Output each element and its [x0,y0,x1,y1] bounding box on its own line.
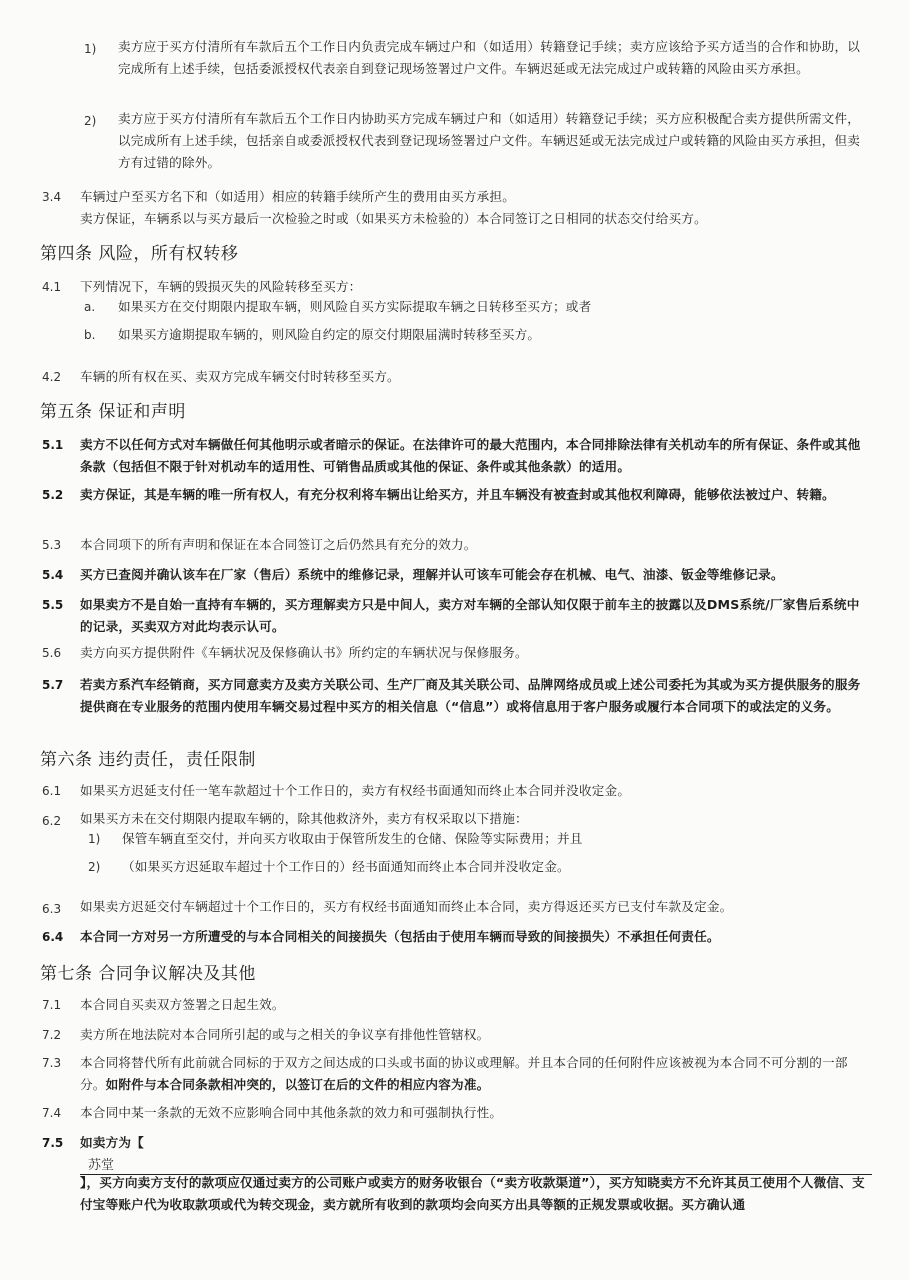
clause-6-2-item-1: 保管车辆直至交付，并向买方收取由于保管所发生的仓储、保险等实际费用；并且 [122,831,583,846]
item-number: 2) [88,860,101,874]
clause-5-2: 卖方保证，其是车辆的唯一所有权人，有充分权利将车辆出让给买方，并且车辆没有被查封或其他权利障碍，能够依法被过户、转籍。 [80,487,835,502]
clause-7-5-lead: 如卖方为【 [80,1135,144,1150]
clause-number: 6.4 [42,930,64,944]
clause-number: 3.4 [42,190,62,204]
clause-7-5: 】，买方向卖方支付的款项应仅通过卖方的公司账户或卖方的财务收银台（“卖方收款渠道”），买方知晓卖方不允许其员工使用个人微信、支付宝等账户代为收取款项或代为转交现金，卖方就所有收到的款项均会向买方出具等额的正规发票或收据。买方确认通 [80,1175,865,1212]
clause-6-4: 本合同一方对另一方所遭受的与本合同相关的间接损失（包括由于使用车辆而导致的间接损失）不承担任何责任。 [80,929,720,944]
clause-number: 7.1 [42,998,62,1012]
clause-number: 5.2 [42,488,64,502]
clause-3-3-item-2: 卖方应于买方付清所有车款后五个工作日内协助买方完成车辆过户和（如适用）转籍登记手续；买方应积极配合卖方提供所需文件，以完成所有上述手续，包括亲自或委派授权代表到登记现场签署过户文件。车辆迟延或无法完成过户或转籍的风险由买方承担，但卖方有过错的除外。 [118,111,861,170]
clause-number: 7.3 [42,1056,62,1070]
clause-5-7: 若卖方系汽车经销商，买方同意卖方及卖方关联公司、生产厂商及其关联公司、品牌网络成员或上述公司委托为其或为买方提供服务的服务提供商在专业服务的范围内使用车辆交易过程中买方的相关信息（“信息”）或将信息用于客户服务或履行本合同项下的或法定的义务。 [80,677,861,714]
clause-number: 5.4 [42,568,64,582]
item-number: 1) [84,42,97,56]
item-letter: a. [84,300,96,314]
clause-4-1: 下列情况下，车辆的毁损灭失的风险转移至买方： [80,279,362,294]
article-6-heading: 第六条 违约责任，责任限制 [40,750,256,770]
clause-4-1-a: 如果买方在交付期限内提取车辆，则风险自买方实际提取车辆之日转移至买方；或者 [118,299,592,314]
clause-7-4: 本合同中某一条款的无效不应影响合同中其他条款的效力和可强制执行性。 [80,1105,503,1120]
item-number: 2) [84,114,97,128]
clause-number: 5.1 [42,438,64,452]
clause-4-2: 车辆的所有权在买、卖双方完成车辆交付时转移至买方。 [80,369,400,384]
clause-number: 5.5 [42,598,64,612]
clause-7-1: 本合同自买卖双方签署之日起生效。 [80,997,285,1012]
clause-6-1: 如果买方迟延支付任一笔车款超过十个工作日的，卖方有权经书面通知而终止本合同并没收定金。 [80,783,631,798]
clause-number: 6.1 [42,784,62,798]
clause-7-3 [80,1052,872,1096]
clause-6-3: 如果卖方迟延交付车辆超过十个工作日的，买方有权经书面通知而终止本合同，卖方得返还买方已支付车款及定金。 [80,899,733,914]
clause-5-1: 卖方不以任何方式对车辆做任何其他明示或者暗示的保证。在法律许可的最大范围内，本合同排除法律有关机动车的所有保证、条件或其他条款（包括但不限于针对机动车的适用性、可销售品质或其他的保证、条件或其他条款）的适用。 [80,437,861,474]
clause-7-3-bold-text: 如附件与本合同条款相冲突的，以签订在后的文件的相应内容为准。 [105,1077,490,1092]
clause-6-2-item-2: （如果买方迟延取车超过十个工作日的）经书面通知而终止本合同并没收定金。 [122,859,570,874]
clause-4-1-b: 如果买方逾期提取车辆的，则风险自约定的原交付期限届满时转移至买方。 [118,327,541,342]
clause-number: 4.1 [42,280,62,294]
clause-number: 5.7 [42,678,64,692]
clause-5-6: 卖方向买方提供附件《车辆状况及保修确认书》所约定的车辆状况与保修服务。 [80,645,528,660]
handwritten-name: 苏堂 [88,1158,115,1173]
item-number: 1) [88,832,101,846]
clause-5-4: 买方已查阅并确认该车在厂家（售后）系统中的维修记录，理解并认可该车可能会存在机械、电气、油漆、钣金等维修记录。 [80,567,784,582]
article-5-heading: 第五条 保证和声明 [40,402,186,422]
item-letter: b. [84,328,96,342]
clause-number: 6.3 [42,902,62,916]
clause-number: 7.2 [42,1028,62,1042]
clause-number: 5.6 [42,646,62,660]
clause-number: 6.2 [42,814,62,828]
article-4-heading: 第四条 风险，所有权转移 [40,244,239,264]
clause-number: 4.2 [42,370,62,384]
clause-number: 5.3 [42,538,62,552]
clause-5-3: 本合同项下的所有声明和保证在本合同签订之后仍然具有充分的效力。 [80,537,477,552]
clause-7-3-text: 本合同将替代所有此前就合同标的于双方之间达成的口头或书面的协议或理解。并且本合同的任何附件应该被视为本合同不可分割的一部分。 [80,1055,848,1092]
clause-7-2: 卖方所在地法院对本合同所引起的或与之相关的争议享有排他性管辖权。 [80,1027,490,1042]
article-7-heading: 第七条 合同争议解决及其他 [40,964,256,984]
clause-6-2: 如果买方未在交付期限内提取车辆的，除其他救济外，卖方有权采取以下措施： [80,811,528,826]
clause-5-5: 如果卖方不是自始一直持有车辆的，买方理解卖方只是中间人，卖方对车辆的全部认知仅限于前车主的披露以及DMS系统/厂家售后系统中的记录，买卖双方对此均表示认可。 [80,597,860,634]
clause-3-4-line-1: 车辆过户至买方名下和（如适用）相应的转籍手续所产生的费用由买方承担。 [80,189,515,204]
clause-number: 7.5 [42,1136,64,1150]
clause-number: 7.4 [42,1106,62,1120]
clause-3-4-line-2: 卖方保证，车辆系以与买方最后一次检验之时或（如果买方未检验的）本合同签订之日相同的状态交付给买方。 [80,211,707,226]
clause-3-3-item-1: 卖方应于买方付清所有车款后五个工作日内负责完成车辆过户和（如适用）转籍登记手续；卖方应该给予买方适当的合作和协助，以完成所有上述手续，包括委派授权代表亲自到登记现场签署过户文件。车辆迟延或无法完成过户或转籍的风险由买方承担。 [118,39,861,76]
